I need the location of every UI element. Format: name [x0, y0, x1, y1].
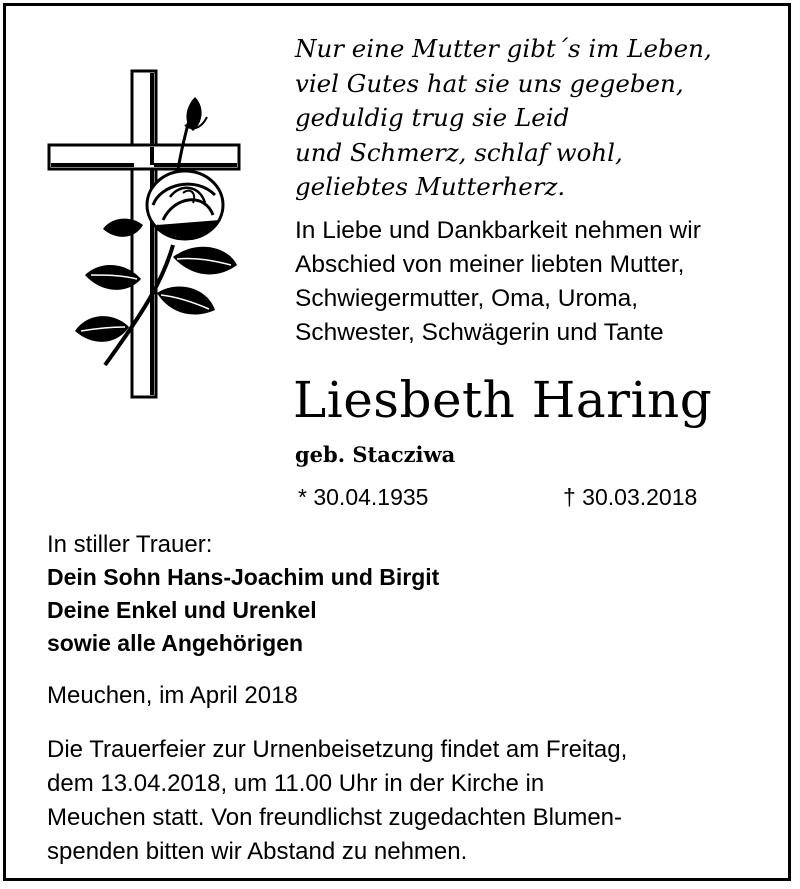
mourners-heading: In stiller Trauer: [47, 531, 213, 558]
mourner-line: sowie alle Angehörigen [47, 630, 304, 656]
place-date: Meuchen, im April 2018 [47, 682, 298, 709]
intro-line: Schwiegermutter, Oma, Uroma, [295, 285, 639, 312]
poem-line: geduldig trug sie Leid [295, 103, 570, 132]
mourner-line: Dein Sohn Hans-Joachim und Birgit [47, 564, 440, 590]
service-line: spenden bitten wir Abstand zu nehmen. [47, 838, 468, 865]
intro-line: Schwester, Schwägerin und Tante [295, 319, 664, 346]
poem-verse [295, 32, 775, 205]
service-notice [47, 733, 767, 869]
maiden-name: geb. Stacziwa [295, 442, 456, 467]
cross-with-rose-icon [45, 65, 255, 405]
poem-line: und Schmerz, schlaf wohl, [295, 137, 623, 167]
mourners-block [47, 528, 439, 660]
deceased-name: Liesbeth Haring [293, 371, 713, 429]
poem-line: geliebtes Mutterherz. [295, 172, 566, 201]
death-date: † 30.03.2018 [563, 484, 698, 510]
poem-line: viel Gutes hat sie uns gegeben, [295, 68, 684, 98]
service-line: Meuchen statt. Von freundlichst zugedachten Blumen- [47, 804, 623, 831]
birth-date: * 30.04.1935 [298, 484, 429, 510]
intro-line: In Liebe und Dankbarkeit nehmen wir [295, 217, 701, 244]
poem-line: Nur eine Mutter gibt´s im Leben, [295, 34, 712, 63]
mourner-line: Deine Enkel und Urenkel [47, 597, 317, 623]
intro-text [295, 214, 785, 350]
service-line: dem 13.04.2018, um 11.00 Uhr in der Kirche in [47, 770, 545, 797]
service-line: Die Trauerfeier zur Urnenbeisetzung findet am Freitag, [47, 736, 628, 763]
intro-line: Abschied von meiner liebten Mutter, [295, 251, 685, 278]
